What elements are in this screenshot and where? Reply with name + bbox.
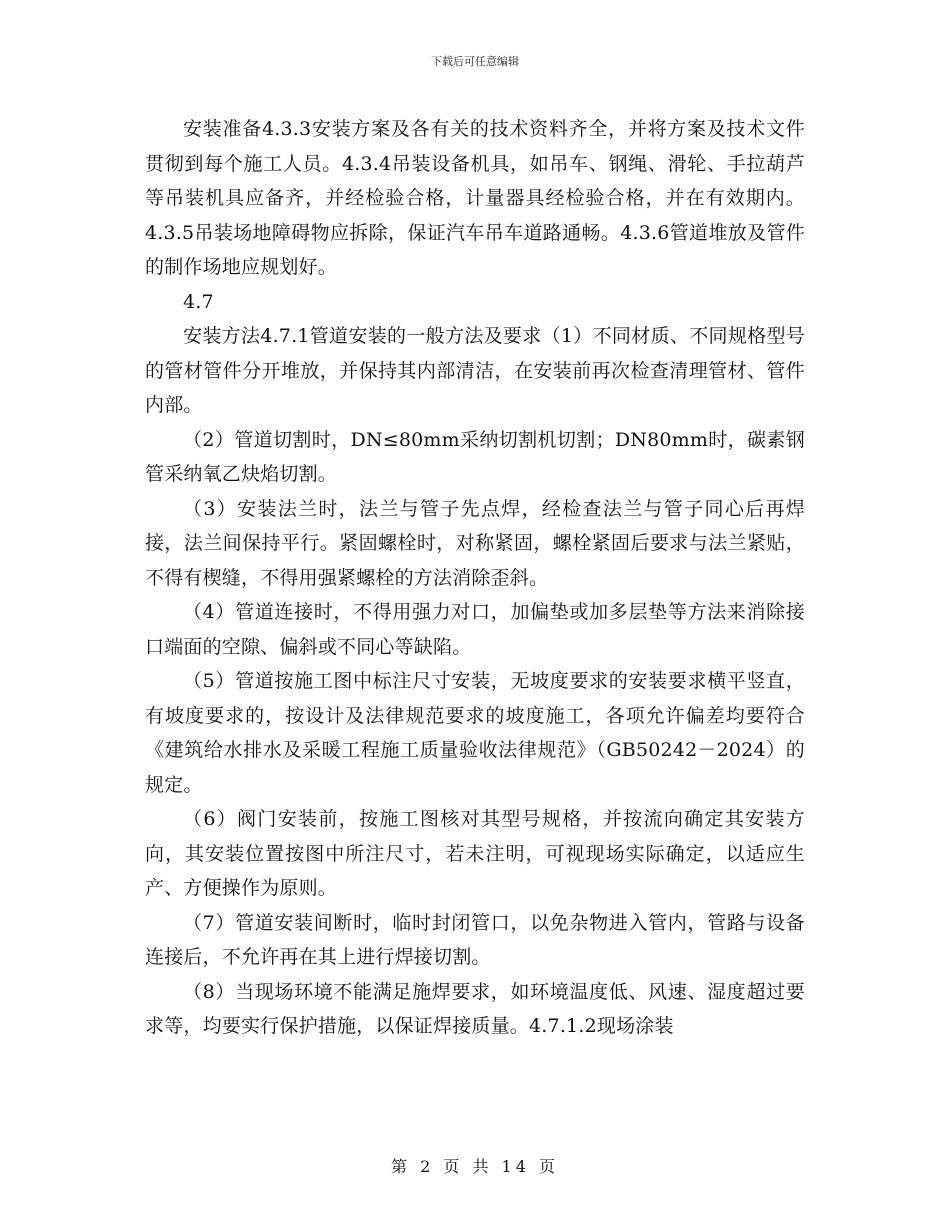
paragraph: （8）当现场环境不能满足施焊要求，如环境温度低、风速、湿度超过要求等，均要实行保护措施，以保证焊接质量。4.7.1.2现场涂装 [145,980,805,1037]
paragraph: 4.7 [183,290,214,313]
paragraph: 安装方法4.7.1管道安装的一般方法及要求（1）不同材质、不同规格型号的管材管件分开堆放，并保持其内部清洁，在安装前再次检查清理管材、管件内部。 [145,325,805,416]
paragraph: （5）管道按施工图中标注尺寸安装，无坡度要求的安装要求横平竖直，有坡度要求的，按设计及法律规范要求的坡度施工，各项允许偏差均要符合《建筑给水排水及采暖工程施工质量验收法律规范》（GB50242－2024）的规定。 [145,670,805,796]
paragraph: （2）管道切割时，DN≤80mm采纳切割机切割；DN80mm时，碳素钢管采纳氧乙炔焰切割。 [145,428,805,485]
page-header: 下载后可任意编辑 [431,55,519,68]
paragraph: （7）管道安装间断时，临时封闭管口，以免杂物进入管内，管路与设备连接后，不允许再在其上进行焊接切割。 [145,911,805,968]
document-body [145,112,805,1044]
paragraph: （6）阀门安装前，按施工图核对其型号规格，并按流向确定其安装方向，其安装位置按图中所注尺寸，若未注明，可视现场实际确定，以适应生产、方便操作为原则。 [145,808,805,899]
page-footer: 第 2 页 共 14 页 [391,1157,559,1176]
paragraph: 安装准备4.3.3安装方案及各有关的技术资料齐全，并将方案及技术文件贯彻到每个施工人员。4.3.4吊装设备机具，如吊车、钢绳、滑轮、手拉葫芦等吊装机具应备齐，并经检验合格，计量器具经检验合格，并在有效期内。4.3.5吊装场地障碍物应拆除，保证汽车吊车道路通畅。4.3.6管道堆放及管件的制作场地应规划好。 [145,118,805,278]
paragraph: （4）管道连接时，不得用强力对口，加偏垫或加多层垫等方法来消除接口端面的空隙、偏斜或不同心等缺陷。 [145,601,805,658]
paragraph: （3）安装法兰时，法兰与管子先点焊，经检查法兰与管子同心后再焊接，法兰间保持平行。紧固螺栓时，对称紧固，螺栓紧固后要求与法兰紧贴，不得有楔缝，不得用强紧螺栓的方法消除歪斜。 [145,497,805,589]
